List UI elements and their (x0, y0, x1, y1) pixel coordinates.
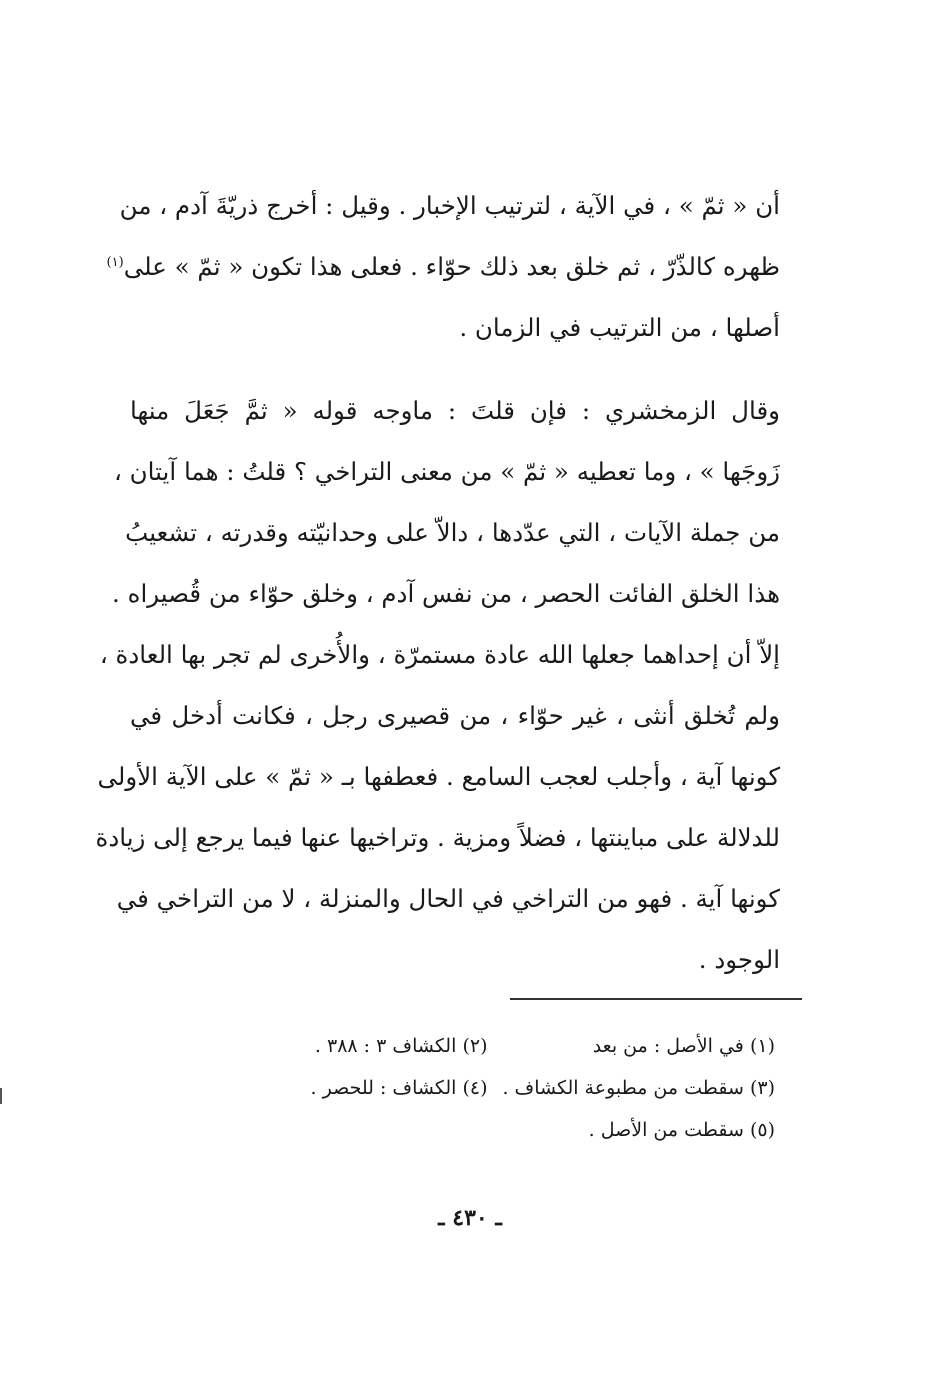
paragraph-1-line-3: أصلها ، من الترتيب في الزمان . (459, 313, 780, 342)
footnote-text: الكشاف : للحصر . (310, 1077, 457, 1099)
footnote-3 (488, 1067, 776, 1109)
footnote-text: سقطت من مطبوعة الكشاف . (502, 1077, 744, 1099)
footnote-number: (٢) (462, 1035, 488, 1057)
footnote-row (200, 1025, 775, 1067)
footnotes (200, 1025, 775, 1151)
footnote-text: في الأصل : من بعد (592, 1035, 744, 1057)
footnote-number: (٥) (749, 1119, 775, 1141)
paragraph-2-line-4: هذا الخلق الفائت الحصر ، من نفس آدم ، وخلق حوّاء من قُصيراه . (112, 579, 780, 608)
paragraph-2-line-9: كونها آية . فهو من التراخي في الحال والمنزلة ، لا من التراخي في (116, 884, 780, 913)
paragraph-1-line-1: أن « ثمّ » ، في الآية ، لترتيب الإخبار . وقيل : أخرج ذريّةَ آدم ، من (119, 191, 780, 220)
footnote-row (200, 1067, 775, 1109)
footnote-ref-1: (١) (106, 254, 124, 270)
footnote-number: (٤) (462, 1077, 488, 1099)
paragraph-2-line-7: كونها آية ، وأجلب لعجب السامع . فعطفها بـ « ثمّ » على الآية الأولى (97, 762, 780, 791)
footnote-text: الكشاف ٣ : ٣٨٨ . (314, 1035, 457, 1057)
footnote-number: (٣) (749, 1077, 775, 1099)
paragraph-1-line-2-text: ظهره كالذّرّ ، ثم خلق بعد ذلك حوّاء . فعلى هذا تكون « ثمّ » على (123, 252, 780, 281)
paragraph-1-line-2 (106, 236, 780, 297)
paragraph-2-line-3: من جملة الآيات ، التي عدّدها ، دالاّ على وحدانيّته وقدرته ، تشعيبُ (125, 518, 780, 547)
footnote-text: سقطت من الأصل . (588, 1119, 744, 1141)
paragraph-2-line-5: إلاّ أن إحداهما جعلها الله عادة مستمرّة ، والأُخرى لم تجر بها العادة ، (99, 640, 780, 669)
page-number: ـ ٤٣٠ ـ (438, 1205, 502, 1231)
paragraph-2-line-1: وقال الزمخشري : فإن قلتَ : ماوجه قوله « ثمَّ جَعَلَ منها (130, 396, 780, 425)
paragraph-2-line-6: ولم تُخلق أنثى ، غير حوّاء ، من قصيرى رجل ، فكانت أدخل في (130, 701, 780, 730)
paragraph-2-line-8: للدلالة على مباينتها ، فضلاً ومزية . وتراخيها عنها فيما يرجع إلى زيادة (95, 823, 780, 852)
footnote-2 (200, 1025, 488, 1067)
footnote-1 (488, 1025, 776, 1067)
margin-mark (0, 1088, 2, 1104)
footnote-4 (200, 1067, 488, 1109)
footnote-divider (510, 998, 802, 1000)
paragraph-2-line-2: زَوجَها » ، وما تعطيه « ثمّ » من معنى التراخي ؟ قلتُ : هما آيتان ، (113, 457, 780, 486)
paragraph-1 (106, 175, 780, 358)
footnote-number: (١) (749, 1035, 775, 1057)
paragraph-2 (95, 380, 780, 990)
footnote-row (200, 1109, 775, 1151)
paragraph-2-line-10: الوجود . (698, 945, 780, 974)
footnote-5 (485, 1109, 775, 1151)
